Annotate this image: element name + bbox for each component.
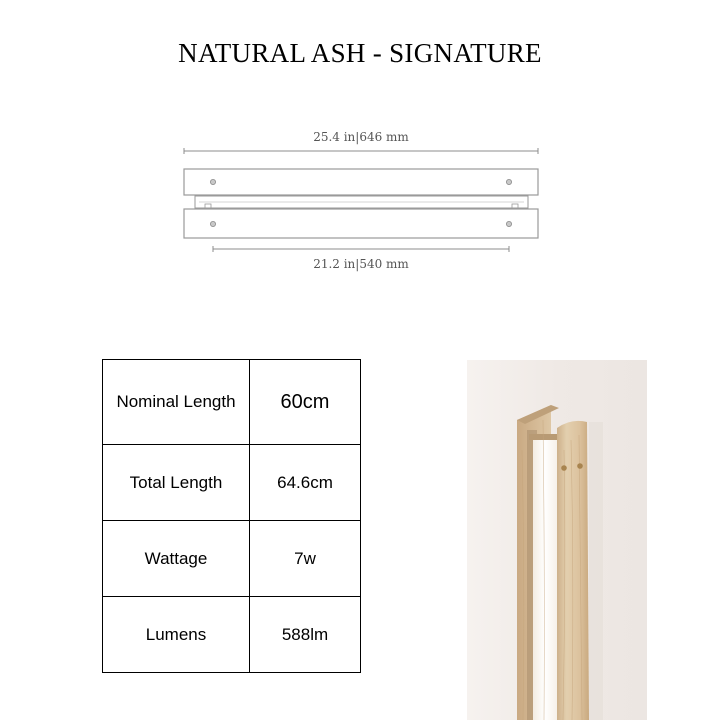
spec-value: 588lm — [250, 597, 361, 673]
mount-screw-icon — [506, 179, 511, 184]
table-row — [103, 445, 361, 521]
mount-screw-icon — [506, 221, 511, 226]
brass-screw-icon — [561, 465, 567, 471]
spec-value: 7w — [250, 521, 361, 597]
spec-label: Wattage — [103, 521, 250, 597]
led-light-strip — [533, 438, 557, 720]
page-title: NATURAL ASH - SIGNATURE — [178, 38, 542, 68]
brass-screw-icon — [577, 463, 583, 469]
spec-label: Nominal Length — [103, 360, 250, 445]
spec-value: 60cm — [250, 360, 361, 445]
spec-value: 64.6cm — [250, 445, 361, 521]
mount-screw-icon — [210, 179, 215, 184]
overall-dimension-label: 25.4 in|646 mm — [313, 130, 409, 144]
spec-label: Total Length — [103, 445, 250, 521]
mount-dimension-label: 21.2 in|540 mm — [313, 257, 409, 271]
spec-table — [102, 359, 361, 673]
table-row — [103, 360, 361, 445]
fixture-lower-bar — [184, 209, 538, 238]
fixture-dimension-drawing — [0, 0, 720, 300]
mount-screw-icon — [210, 221, 215, 226]
overall-dimension-line — [184, 148, 538, 154]
spec-label: Lumens — [103, 597, 250, 673]
product-photo — [467, 360, 647, 720]
mount-dimension-line — [213, 246, 509, 252]
fixture-upper-bar — [184, 169, 538, 195]
table-row — [103, 521, 361, 597]
table-row — [103, 597, 361, 673]
